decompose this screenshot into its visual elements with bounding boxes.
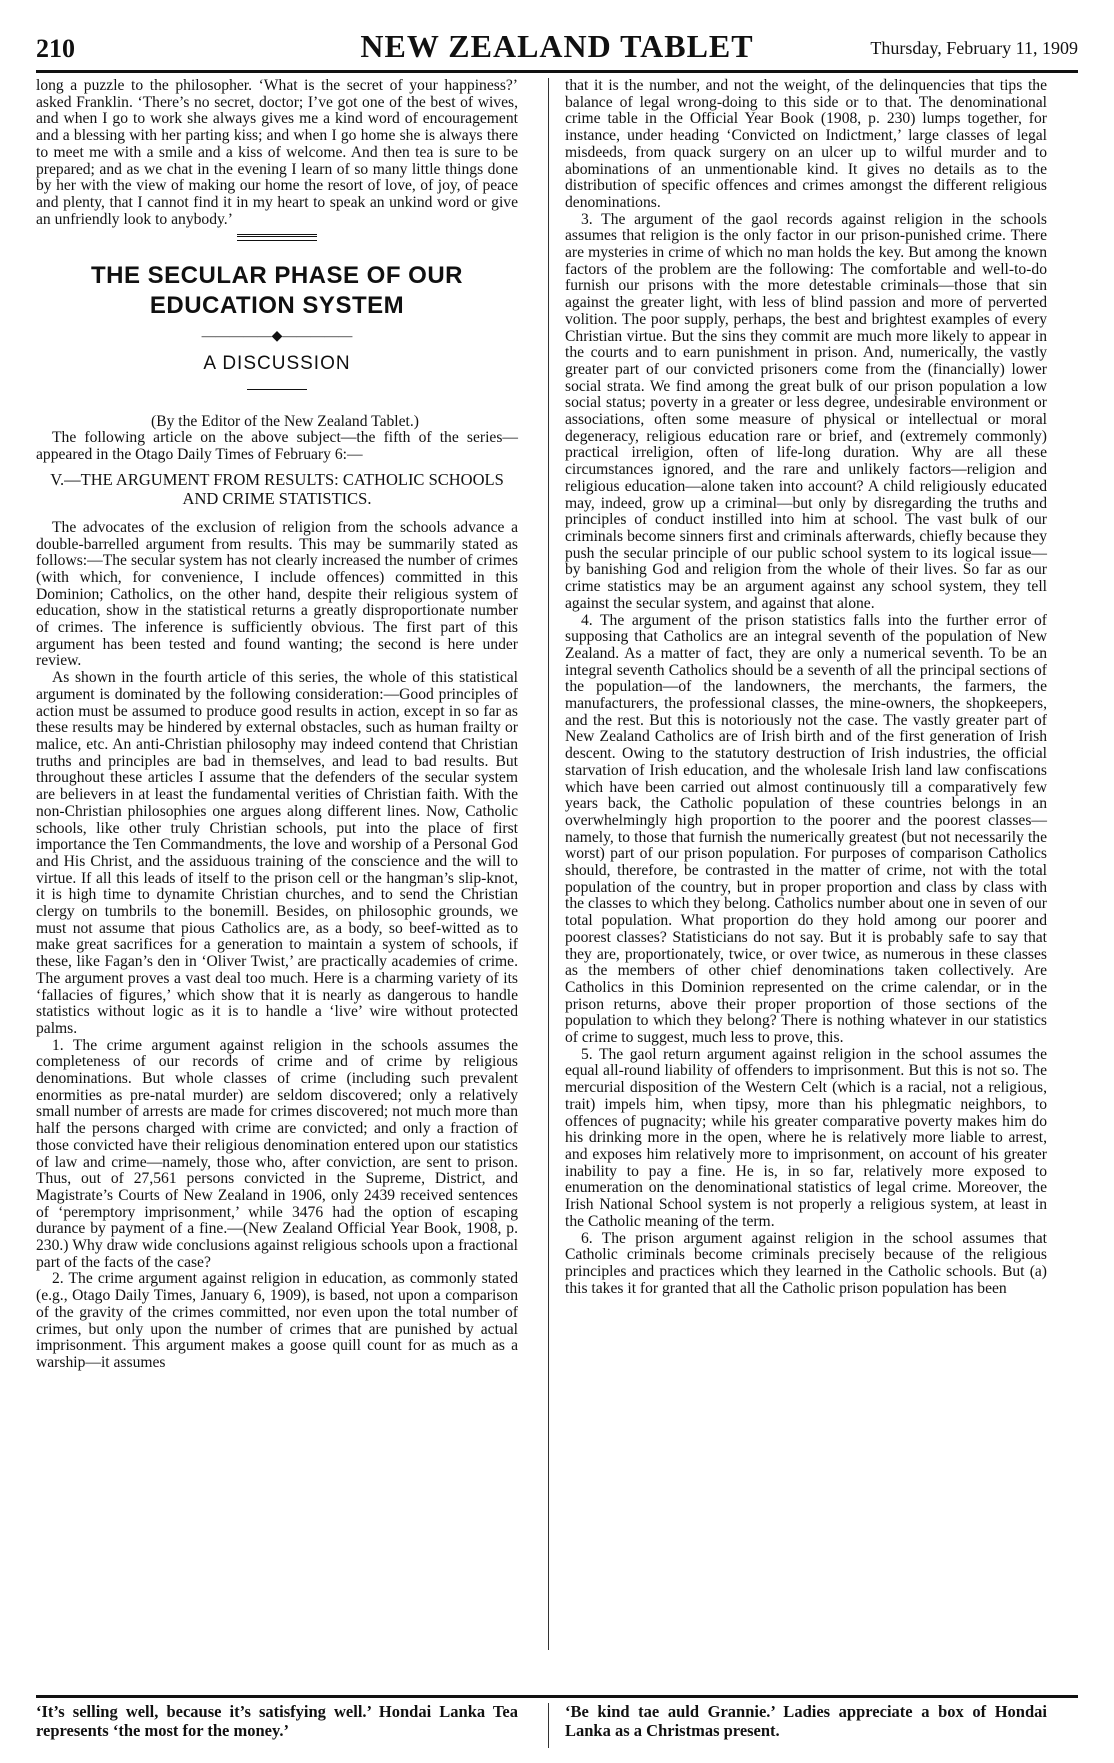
footer-divider bbox=[548, 1703, 549, 1748]
page-number: 210 bbox=[36, 34, 75, 63]
footer-advert-left: ‘It’s selling well, because it’s satisfying well.’ Hondai Lanka Tea represents ‘the most for the money.’ bbox=[36, 1702, 518, 1740]
left-column bbox=[36, 78, 518, 1372]
body-paragraph: 3. The argument of the gaol records against religion in the schools assumes that religion is the only factor in our prison-punished crime. There are mysteries in crime of which no man holds the key. But among the known factors of the problem are the following: The comfortable and well-to-do furnish our prisons with the more detestable criminals—those that sin against the greater light, with less of blind passion and more of perverted volition. The poor supply, perhaps, the best and brightest examples of every Christian virtue. But the sins they commit are much more likely to appear in the courts and to earn punishment in prison. And, numerically, the vastly greater part of our convicted prisoners come from the (financially) lower social strata. We find among the great bulk of our prison population a low social status; poverty in a greater or less degree, undesirable environment or associations, often some measure of physical or intellectual or moral degeneracy, religious education rare or brief, and (extremely commonly) practical irreligion, often of life-long duration. Why are all these circumstances ignored, and the rare and unlikely factors—religion and religious education—alone taken into account? A child religiously educated may, indeed, grow up a criminal—but only by disregarding the truths and principles of conduct instilled into him at school. The vast bulk of our criminals become sinners first and criminals afterwards, chiefly because they push the secular principle of our public school system to its logical issue—by banishing God and religion from the whole of their lives. So far as our crime statistics may be an argument against any school system, they tell against the secular system, and against that alone. bbox=[565, 210, 1047, 612]
article-subheadline: A DISCUSSION bbox=[203, 353, 351, 375]
body-paragraph: that it is the number, and not the weight, of the delinquencies that tips the balance of legal wrong-doing to this side or to that. The denominational crime table in the Official Year Book (1908, p. 230) lumps together, for instance, under heading ‘Convicted on Indictment,’ large classes of legal misdeeds, from quack surgery on an ulcer up to wilful murder and to abominations of an unmentionable kind. It gives no details as to the distribution of specific offences and crimes amongst the different religious denominations. bbox=[565, 77, 1047, 211]
right-column bbox=[565, 78, 1047, 1297]
body-paragraph: 6. The prison argument against religion in the school assumes that Catholic criminals become criminals precisely because of the religious principles and practices which they learned in the Catholic schools. But (a) this takes it for granted that all the Catholic prison population has been bbox=[565, 1229, 1047, 1297]
section-title: V.—THE ARGUMENT FROM RESULTS: CATHOLIC SCHOOLS AND CRIME STATISTICS. bbox=[50, 469, 504, 508]
subhead-rule bbox=[247, 389, 307, 390]
body-paragraph: 5. The gaol return argument against religion in the school assumes the equal all-round liability of offenders to imprisonment. But this is not so. The mercurial disposition of the Western Celt (which is a racial, not a religious, trait) impels him, when tipsy, more than his phlegmatic neighbors, to offences of pugnacity; while his greater comparative poverty makes him do his drinking more in the open, where he is relatively more liable to arrest, and exposes him relatively more to imprisonment, on account of his greater inability to pay a fine. He is, in so far, relatively more exposed to enumeration on the denominational statistics of legal crime. Moreover, the Irish National School system is not properly a religious system, at least in the Catholic meaning of the term. bbox=[565, 1045, 1047, 1230]
body-paragraph: As shown in the fourth article of this series, the whole of this statistical argument is dominated by the following consideration:—Good principles of action must be assumed to produce good results in action, except in so far as these results may be hindered by external obstacles, such as human frailty or malice, etc. An anti-Christian philosophy may indeed contend that Christian truths and principles are bad in themselves, and lead to bad results. But throughout these articles I assume that the defenders of the secular system are believers in at least the fundamental verities of Christian faith. With the non-Christian philosophies one argues along different lines. Now, Catholic schools, like other truly Christian schools, put into the place of first importance the Ten Commandments, the love and worship of a Personal God and His Christ, and the assiduous training of the conscience and the will to virtue. If all this leads of itself to the prison cell or the hangman’s slip-knot, it is high time to dynamite Christian churches, and to send the Christian clergy on tumbrils to the bonemill. Besides, on philosophic grounds, we must not assume that pious Catholics are, as a body, so beef-witted as to make great sacrifices for a generation to maintain a system of schools, if these, like Fagan’s den in ‘Oliver Twist,’ are practically academies of crime. The argument proves a vast deal too much. Here is a charming variety of its ‘fallacies of figures,’ which show that it is nearly as dangerous to handle statistics without logic as it is to handle a ‘live’ wire without protected palms. bbox=[36, 669, 518, 1037]
ornament-divider: ―――――◆――――― bbox=[201, 329, 353, 345]
article-headline: THE SECULAR PHASE OF OUR EDUCATION SYSTEM bbox=[90, 262, 464, 320]
body-paragraph: 1. The crime argument against religion in the schools assumes the completeness of our records of crime and of crime by religious denominations. But whole classes of crime (including such prevalent enormities as pre-natal murder) are seldom discovered; only a relatively small number of arrests are made for crimes discovered; not much more than half the persons charged with crime are convicted; and only a fraction of those convicted have their religious denomination entered upon our statistics of law and crime—namely, those who, after conviction, are sent to prison. Thus, out of 27,561 persons convicted in the Supreme, District, and Magistrate’s Courts of New Zealand in 1906, only 2439 received sentences of ‘peremptory imprisonment,’ while 3476 had the option of escaping durance by payment of a fine.—(New Zealand Official Year Book, 1908, p. 230.) Why draw wide conclusions against religious schools upon a fractional part of the facts of the case? bbox=[36, 1036, 518, 1271]
page-header bbox=[36, 28, 1078, 68]
section-separator bbox=[237, 234, 317, 241]
issue-date: Thursday, February 11, 1909 bbox=[870, 38, 1078, 58]
column-divider bbox=[548, 78, 549, 1650]
lead-paragraph: The following article on the above subject—the fifth of the series—appeared in the Otago Daily Times of February 6:— bbox=[36, 429, 518, 464]
intro-paragraph: long a puzzle to the philosopher. ‘What is the secret of your happiness?’ asked Franklin. ‘There’s no secret, doctor; I’ve got one of the best of wives, and when I go to work she always gives me a kind word of encouragement and a blessing with her parting kiss; and when I go home she is always there to meet me with a smile and a kiss of welcome. And then tea is sure to be prepared; and as we chat in the evening I learn of so many little things done by her with the view of making our home the resort of love, of joy, of peace and plenty, that I cannot find it in my heart to speak an unkind word or give an unfriendly look to anybody.’ bbox=[36, 77, 518, 228]
byline: (By the Editor of the New Zealand Tablet.) bbox=[151, 412, 419, 430]
footer-rule bbox=[36, 1695, 1078, 1698]
body-paragraph: The advocates of the exclusion of religion from the schools advance a double-barrelled argument from results. This may be summarily stated as follows:—The secular system has not clearly increased the number of crimes (with which, for convenience, I include offences) committed in this Dominion; Catholics, on the other hand, despite their religious system of education, show in the statistical returns a greatly disproportionate number of crimes. The inference is sufficiently obvious. The first part of this argument has been tested and found wanting; the second is here under review. bbox=[36, 518, 518, 670]
footer-advert-right: ‘Be kind tae auld Grannie.’ Ladies appreciate a box of Hondai Lanka as a Christmas present. bbox=[565, 1702, 1047, 1740]
header-rule bbox=[36, 70, 1078, 73]
masthead-title: NEW ZEALAND TABLET bbox=[360, 28, 754, 64]
body-paragraph: 4. The argument of the prison statistics falls into the further error of supposing that Catholics are an integral seventh of the population of New Zealand. As a matter of fact, they are only a numerical seventh. To be an integral seventh Catholics should be a seventh of all the principal sections of the population—of the landowners, the merchants, the farmers, the manufacturers, the professional classes, the mine-owners, the shopkeepers, and the rest. But this is notoriously not the case. The vastly greater part of New Zealand Catholics are of Irish birth and of the first generation of Irish descent. Owing to the statutory destruction of Irish industries, the official starvation of Irish education, and the wholesale Irish land law confiscations which have been carried out almost continuously till a comparatively few years back, the Catholic population of these countries belongs in an overwhelmingly high proportion to the poorer and the poorest classes—namely, to those that furnish the numerically greatest (but not necessarily the worst) part of our prison population. For purposes of comparison Catholics should, therefore, be contrasted in the matter of crime, not with the total population of the country, but in proper proportion and class by class with the classes to which they belong. Catholics number about one in seven of our total population. What proportion do they hold among our poorer and poorest classes? Statisticians do not say. But it is probably safe to say that they are, proportionately, twice, or over twice, as numerous in these classes as the members of other chief denominations taken collectively. Are Catholics in this Dominion represented on the crime calendar, or in the prison returns, above their proper proportion of those sections of the population to which they belong? There is nothing whatever in our statistics of crime to suggest, much less to prove, this. bbox=[565, 611, 1047, 1047]
body-paragraph: 2. The crime argument against religion in education, as commonly stated (e.g., Otago Daily Times, January 6, 1909), is based, not upon a comparison of the gravity of the crimes committed, nor even upon the total number of crimes, but only upon the number of crimes that are punished by actual imprisonment. This argument makes a goose quill count for as much as a warship—it assumes bbox=[36, 1270, 518, 1371]
